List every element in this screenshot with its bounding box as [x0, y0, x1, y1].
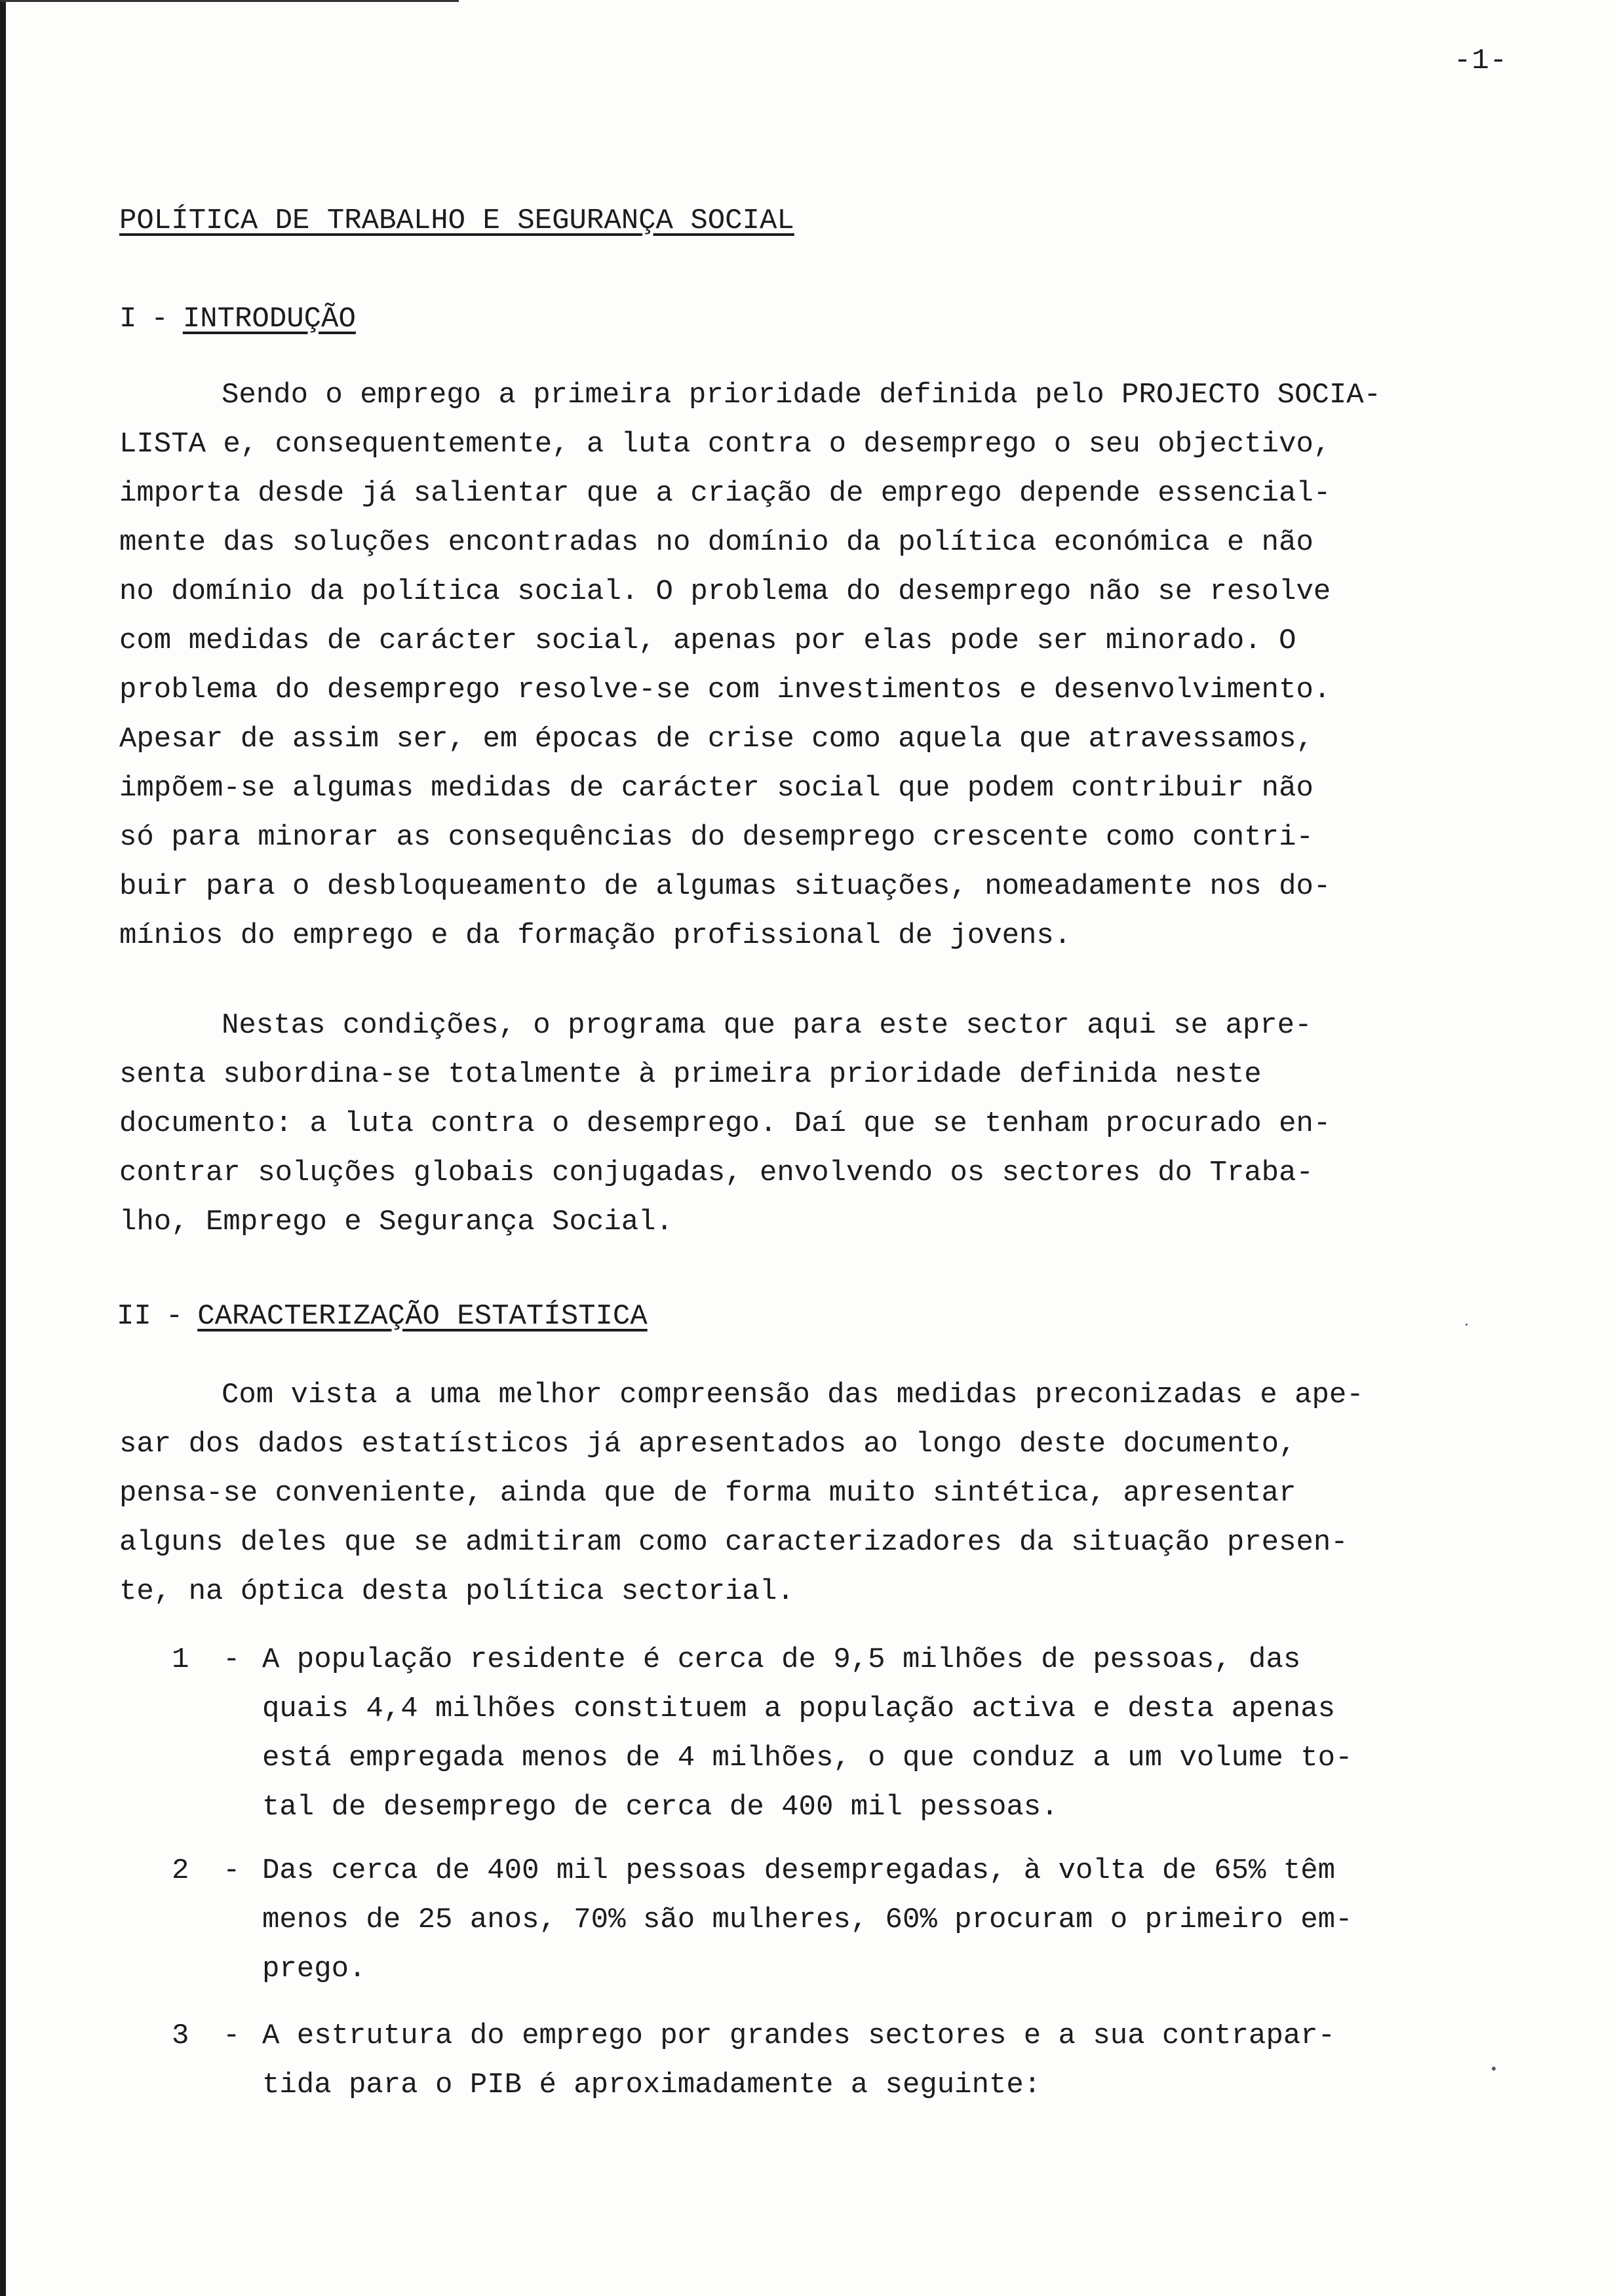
paragraph-line: sar dos dados estatísticos já apresentados ao longo deste documento,	[119, 1428, 1296, 1461]
section-heading-introduction	[119, 303, 356, 335]
list-item-number: 2	[172, 1854, 189, 1887]
list-item-line: tida para o PIB é aproximadamente a seguinte:	[262, 2069, 1041, 2101]
paragraph-line: mente das soluções encontradas no domínio da política económica e não	[119, 526, 1313, 559]
paragraph-line: lho, Emprego e Segurança Social.	[119, 1206, 673, 1238]
document-title: POLÍTICA DE TRABALHO E SEGURANÇA SOCIAL	[119, 204, 794, 237]
paragraph-line: impõem-se algumas medidas de carácter social que podem contribuir não	[119, 772, 1313, 805]
paragraph-line: senta subordina-se totalmente à primeira prioridade definida neste	[119, 1058, 1262, 1091]
scan-top-edge	[0, 0, 459, 2]
paragraph-line: contrar soluções globais conjugadas, envolvendo os sectores do Traba-	[119, 1157, 1313, 1189]
section-dash: -	[151, 303, 168, 335]
paragraph-introduction	[119, 371, 1542, 961]
paragraph-line: no domínio da política social. O problema do desemprego não se resolve	[119, 575, 1331, 608]
paragraph-line: mínios do emprego e da formação profissional de jovens.	[119, 919, 1072, 952]
paragraph-line: Nestas condições, o programa que para este sector aqui se apre-	[222, 1009, 1312, 1042]
section-dash: -	[165, 1300, 184, 1333]
list-item-number: 1	[172, 1643, 189, 1676]
paragraph-conditions	[119, 1001, 1542, 1247]
paragraph-line: alguns deles que se admitiram como caracterizadores da situação presen-	[119, 1526, 1348, 1559]
paragraph-statistics	[119, 1371, 1542, 1617]
list-item-text	[262, 1636, 1352, 1832]
list-item-text	[262, 2012, 1335, 2110]
paragraph-line: te, na óptica desta política sectorial.	[119, 1575, 794, 1608]
list-item-line: está empregada menos de 4 milhões, o que conduz a um volume to-	[262, 1742, 1353, 1774]
section-number: II	[117, 1300, 151, 1333]
paragraph-line: Sendo o emprego a primeira prioridade definida pelo PROJECTO SOCIA-	[222, 379, 1382, 411]
paragraph-line: buir para o desbloqueamento de algumas situações, nomeadamente nos do-	[119, 870, 1331, 903]
list-item-text	[262, 1846, 1352, 1994]
paragraph-line: LISTA e, consequentemente, a luta contra o desemprego o seu objectivo,	[119, 428, 1331, 461]
section-title: CARACTERIZAÇÃO ESTATÍSTICA	[197, 1300, 648, 1333]
paragraph-line: problema do desemprego resolve-se com investimentos e desenvolvimento.	[119, 674, 1331, 706]
paragraph-line: Apesar de assim ser, em épocas de crise como aquela que atravessamos,	[119, 723, 1313, 756]
list-item-line: menos de 25 anos, 70% são mulheres, 60% procuram o primeiro em-	[262, 1904, 1353, 1936]
paragraph-line: pensa-se conveniente, ainda que de forma muito sintética, apresentar	[119, 1477, 1296, 1510]
list-item-line: A estrutura do emprego por grandes sectores e a sua contrapar-	[262, 2019, 1336, 2052]
list-item-line: Das cerca de 400 mil pessoas desempregadas, à volta de 65% têm	[262, 1854, 1336, 1887]
scan-left-edge	[0, 0, 6, 2296]
scan-speck	[1466, 1324, 1468, 1326]
list-item-number: 3	[172, 2019, 189, 2052]
paragraph-line: Com vista a uma melhor compreensão das medidas preconizadas e ape-	[222, 1379, 1364, 1411]
paragraph-line: só para minorar as consequências do desemprego crescente como contri-	[119, 821, 1313, 854]
paragraph-line: importa desde já salientar que a criação de emprego depende essencial-	[119, 477, 1331, 510]
section-title: INTRODUÇÃO	[182, 303, 356, 335]
list-item-line: A população residente é cerca de 9,5 milhões de pessoas, das	[262, 1643, 1301, 1676]
list-item-line: quais 4,4 milhões constituem a população activa e desta apenas	[262, 1693, 1336, 1725]
section-number: I	[119, 303, 137, 335]
list-item-dash: -	[223, 1854, 241, 1887]
list-item-dash: -	[223, 2019, 241, 2052]
scan-speck	[1492, 2067, 1496, 2071]
list-item-dash: -	[223, 1643, 241, 1676]
section-heading-statistics	[117, 1300, 648, 1333]
list-item-line: prego.	[262, 1953, 366, 1985]
paragraph-line: com medidas de carácter social, apenas por elas pode ser minorado. O	[119, 624, 1296, 657]
paragraph-line: documento: a luta contra o desemprego. Daí que se tenham procurado en-	[119, 1107, 1331, 1140]
list-item-line: tal de desemprego de cerca de 400 mil pessoas.	[262, 1791, 1059, 1824]
page-number: -1-	[1454, 45, 1508, 77]
